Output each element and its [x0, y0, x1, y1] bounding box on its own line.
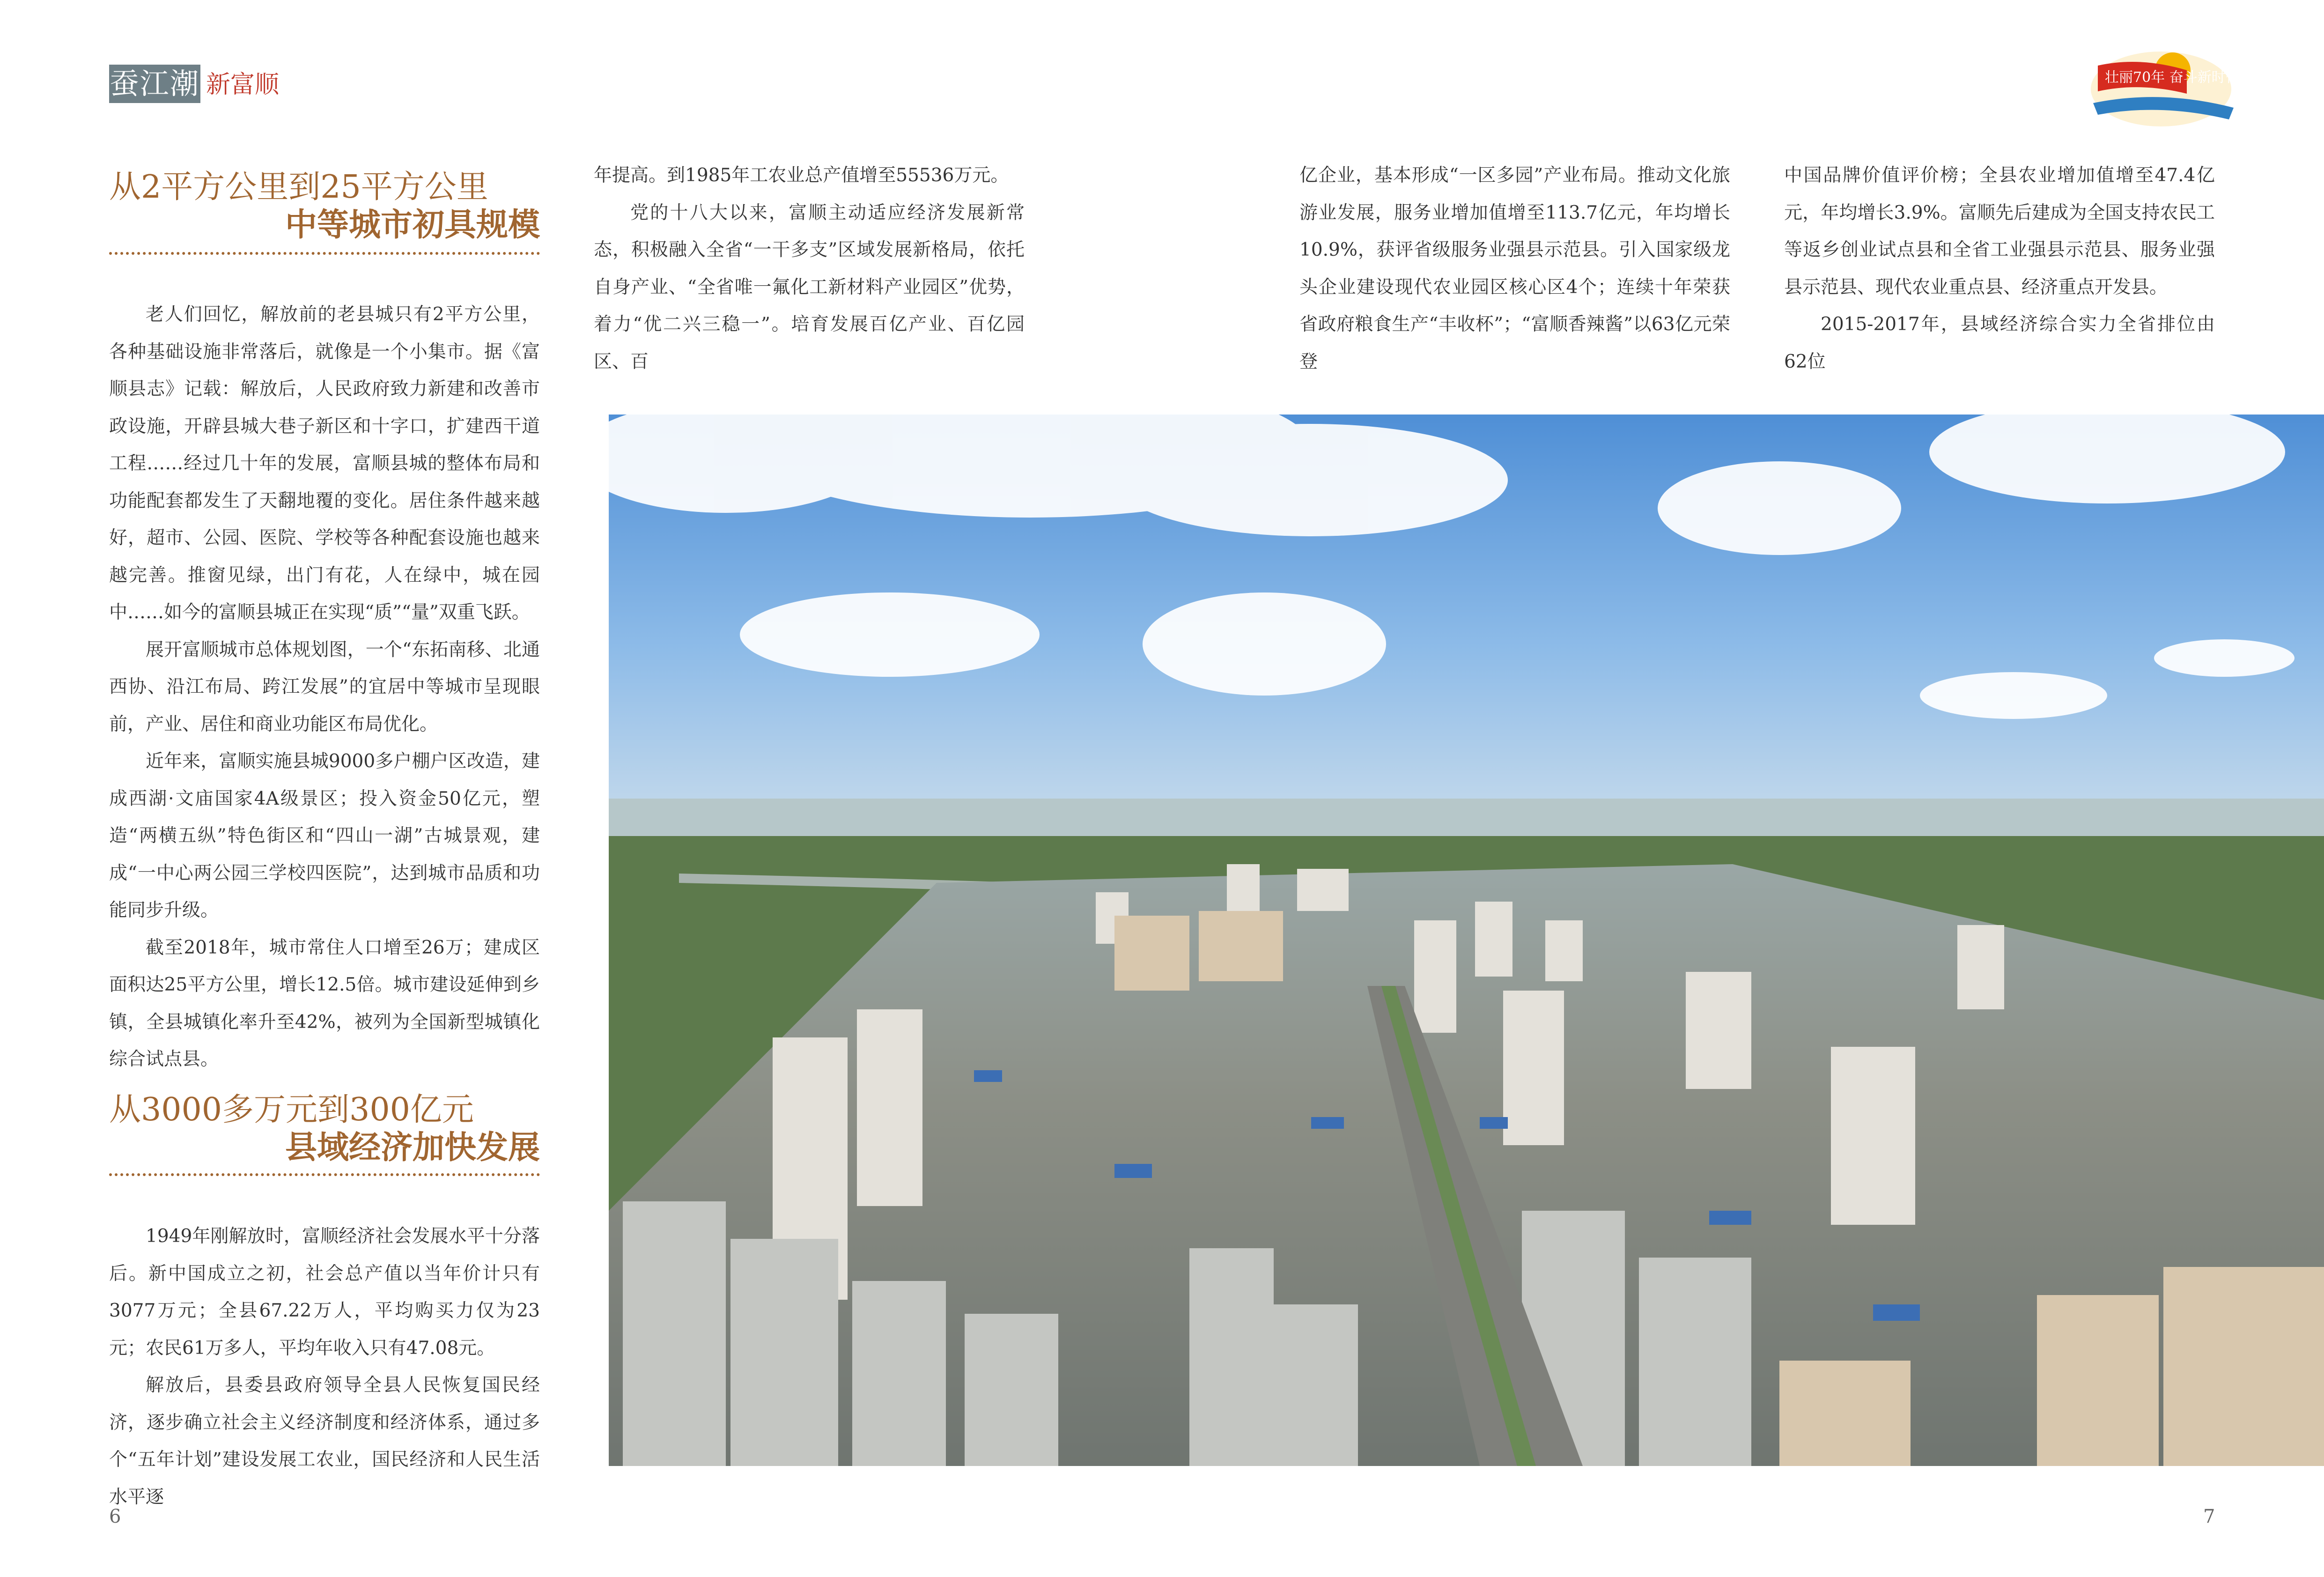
page-number-left: 6	[109, 1506, 121, 1527]
section1-subtitle: 中等城市初具规模	[285, 206, 540, 244]
paragraph: 老人们回忆，解放前的老县城只有2平方公里，各种基础设施非常落后，就像是一个小集市。据《富顺县志》记载：解放后，人民政府致力新建和改善市政设施，开辟县城大巷子新区和十字口，扩建西干道工程……经过几十年的发展，富顺县城的整体布局和功能配套都发生了天翻地覆的变化。居住条件越来越好，超市、公园、医院、学校等各种配套设施也越来越完善。推窗见绿，出门有花，人在绿中，城在园中……如今的富顺县城正在实现“质”“量”双重飞跃。	[109, 304, 540, 623]
badge-label: 壮丽70年 奋斗新时代	[2105, 69, 2240, 86]
paragraph: 中国品牌价值评价榜；全县农业增加值增至47.4亿元，年均增长3.9%。富顺先后建成为全国支持农民工等返乡创业试点县和全省工业强县示范县、服务业强县示范县、现代农业重点县、经济重点开发县。	[1784, 165, 2215, 298]
column3-body	[1299, 157, 1730, 380]
anniversary-badge	[2079, 37, 2243, 136]
section2-title: 从3000多万元到300亿元	[109, 1091, 474, 1128]
magazine-logo: 蚕江潮	[109, 65, 200, 103]
section2-divider	[109, 1173, 540, 1176]
section1-divider	[109, 252, 540, 255]
section2-body	[109, 1218, 540, 1516]
paragraph: 解放后，县委县政府领导全县人民恢复国民经济，逐步确立社会主义经济制度和经济体系，通过多个“五年计划”建设发展工农业，国民经济和人民生活水平逐	[109, 1375, 540, 1508]
paragraph: 2015-2017年，县域经济综合实力全省排位由62位	[1784, 314, 2215, 372]
aerial-city-photo	[609, 415, 2324, 1466]
paragraph: 展开富顺城市总体规划图，一个“东拓南移、北通西协、沿江布局、跨江发展”的宜居中等城市呈现眼前，产业、居住和商业功能区布局优化。	[109, 639, 540, 735]
section1-body	[109, 296, 540, 1078]
section-subtitle: 新富顺	[206, 71, 280, 99]
column4-body	[1784, 157, 2215, 380]
page-number-right: 7	[2203, 1506, 2215, 1527]
paragraph: 党的十八大以来，富顺主动适应经济发展新常态，积极融入全省“一干多支”区域发展新格局，依托自身产业、“全省唯一氟化工新材料产业园区”优势，着力“优二兴三稳一”。培育发展百亿产业、百亿园区、百	[594, 202, 1025, 372]
paragraph: 年提高。到1985年工农业总产值增至55536万元。	[594, 165, 1009, 186]
paragraph: 截至2018年，城市常住人口增至26万；建成区面积达25平方公里，增长12.5倍。城市建设延伸到乡镇，全县城镇化率升至42%，被列为全国新型城镇化综合试点县。	[109, 937, 540, 1070]
section1-title: 从2平方公里到25平方公里	[109, 169, 488, 206]
section2-subtitle: 县域经济加快发展	[285, 1129, 540, 1166]
paragraph: 近年来，富顺实施县城9000多户棚户区改造，建成西湖·文庙国家4A级景区；投入资金50亿元，塑造“两横五纵”特色街区和“四山一湖”古城景观，建成“一中心两公园三学校四医院”，达到城市品质和功能同步升级。	[109, 751, 540, 921]
paragraph: 亿企业，基本形成“一区多园”产业布局。推动文化旅游业发展，服务业增加值增至113.7亿元，年均增长10.9%，获评省级服务业强县示范县。引入国家级龙头企业建设现代农业园区核心区4个；连续十年荣获省政府粮食生产“丰收杯”；“富顺香辣酱”以63亿元荣登	[1299, 165, 1730, 372]
paragraph: 1949年刚解放时，富顺经济社会发展水平十分落后。新中国成立之初，社会总产值以当年价计只有3077万元；全县67.22万人，平均购买力仅为23元；农民61万多人，平均年收入只有47.08元。	[109, 1226, 540, 1359]
column2-body	[594, 157, 1025, 380]
